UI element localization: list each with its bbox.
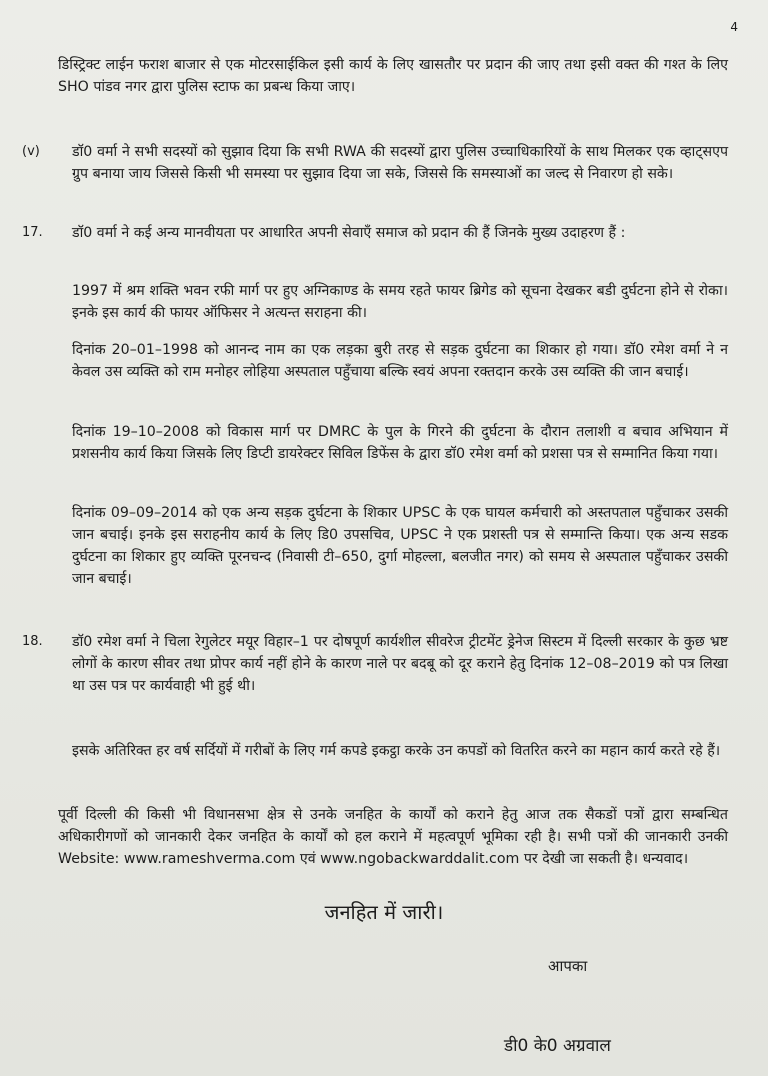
paragraph-winter: इसके अतिरिक्त हर वर्ष सर्दियों में गरीबों के लिए गर्म कपडे इकट्ठा करके उन कपडों को वितरित करने का महान कार्य करते रहे हैं। — [72, 743, 721, 759]
marker-18: 18. — [22, 634, 43, 649]
paragraph-18: डॉ0 रमेश वर्मा ने चिला रेगुलेटर मयूर विहार–1 पर दोषपूर्ण कार्यशील सीवरेज ट्रीटमेंट ड्रेनेज सिस्टम में दिल्ली सरकार के कुछ भ्रष्ट लोगों के कारण सीवर तथा प्रोपर कार्य नहीं होने के कारण नाले पर बदबू को दूर कराने हेतु दिनांक 12–08–2019 को पत्र लिखा था उस पत्र पर कार्यवाही भी हुई थी। — [72, 634, 728, 694]
paragraph-2008: दिनांक 19–10–2008 को विकास मार्ग पर DMRC के पुल के गिरने की दुर्घटना के दौरान तलाशी व बचाव अभियान में प्रशसनीय कार्य किया जिसके लिए डिप्टी डायरेक्टर सिविल डिफेंस के द्वारा डॉ0 रमेश वर्मा को प्रशसा पत्र से सम्मानित किया गया। — [72, 424, 728, 462]
paragraph-delhi: पूर्वी दिल्ली की किसी भी विधानसभा क्षेत्र से उनके जनहित के कार्यों को कराने हेतु आज तक सैकडों पत्रों द्वारा सम्बन्धित अधिकारीगणों को जानकारी देकर जनहित के कार्यों को हल कराने में महत्वपूर्ण भूमिका रही है। सभी पत्रों की जानकारी उनकी Website: www.rameshverma.com एवं www.ngobackwarddalit.com पर देखी जा सकती है। धन्यवाद। — [58, 807, 728, 867]
paragraph-2014: दिनांक 09–09–2014 को एक अन्य सड़क दुर्घटना के शिकार UPSC के एक घायल कर्मचारी को अस्तपताल पहुँचाकर उसकी जान बचाई। इनके इस सराहनीय कार्य के लिए डि0 उपसचिव, UPSC ने एक प्रशस्ती पत्र से सम्मान्ति किया। एक अन्य सडक दुर्घटना का शिकार हुए व्यक्ति पूरनचन्द (निवासी टी–650, दुर्गा मोहल्ला, बलजीत नगर) को समय से अस्पताल पहुँचाकर उसकी जान बचाई। — [72, 505, 728, 587]
paragraph-v: डॉ0 वर्मा ने सभी सदस्यों को सुझाव दिया कि सभी RWA की सदस्यों द्वारा पुलिस उच्चाधिकारियों के साथ मिलकर एक व्हाट्सएप ग्रुप बनाया जाय जिससे किसी भी समस्या पर सुझाव दिया जा सके, जिससे कि समस्याओं का जल्द से निवारण हो सके। — [72, 144, 728, 182]
marker-17: 17. — [22, 225, 43, 240]
paragraph-intro: डिस्ट्रिक्ट लाईन फराश बाजार से एक मोटरसाईकिल इसी कार्य के लिए खासतौर पर प्रदान की जाए तथा इसी वक्त की गश्त के लिए SHO पांडव नगर द्वारा पुलिस स्टाफ का प्रबन्ध किया जाए। — [58, 57, 728, 95]
marker-v: (v) — [22, 144, 40, 159]
paragraph-1997: 1997 में श्रम शक्ति भवन रफी मार्ग पर हुए अग्निकाण्ड के समय रहते फायर ब्रिगेड को सूचना देखकर बडी दुर्घटना होने से रोका। इनके इस कार्य की फायर ऑफिसर ने अत्यन्त सराहना की। — [72, 283, 728, 321]
closing-aapka: आपका — [548, 957, 588, 975]
page-number: 4 — [730, 20, 738, 34]
signatory-name: डी0 के0 अग्रवाल — [504, 1036, 611, 1056]
paragraph-1998: दिनांक 20–01–1998 को आनन्द नाम का एक लड़का बुरी तरह से सड़क दुर्घटना का शिकार हो गया। डॉ0 रमेश वर्मा ने न केवल उस व्यक्ति को राम मनोहर लोहिया अस्पताल पहुँचाया बल्कि स्वयं अपना रक्तदान करके उस व्यक्ति की जान बचाई। — [72, 342, 728, 380]
jan-hit-heading: जनहित में जारी। — [324, 900, 444, 924]
paragraph-17: डॉ0 वर्मा ने कई अन्य मानवीयता पर आधारित अपनी सेवाएँ समाज को प्रदान की हैं जिनके मुख्य उदाहरण हैं : — [72, 225, 626, 241]
